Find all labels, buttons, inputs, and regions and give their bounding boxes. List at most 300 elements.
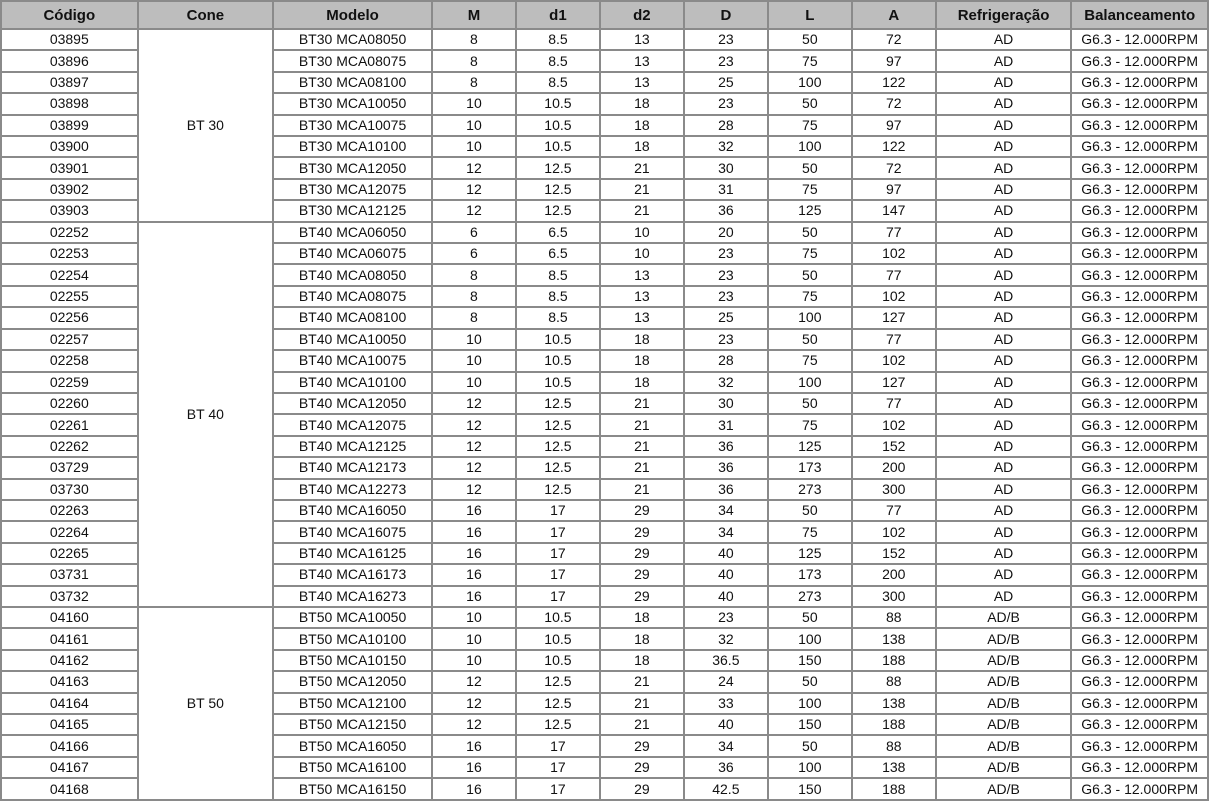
cell-l: 100 (768, 628, 852, 649)
cell-d1: 12.5 (516, 200, 600, 221)
cell-m: 12 (432, 157, 516, 178)
cell-modelo: BT30 MCA08050 (273, 29, 432, 50)
table-row (1, 607, 1208, 628)
cell-d2: 13 (600, 72, 684, 93)
cell-balanceamento: G6.3 - 12.000RPM (1071, 136, 1208, 157)
cell-m: 10 (432, 136, 516, 157)
cell-m: 8 (432, 264, 516, 285)
cell-d: 36 (684, 200, 768, 221)
cell-d: 36 (684, 457, 768, 478)
cell-d1: 8.5 (516, 72, 600, 93)
cell-modelo: BT40 MCA16173 (273, 564, 432, 585)
cell-codigo: 02253 (1, 243, 138, 264)
cell-m: 8 (432, 307, 516, 328)
cell-d: 33 (684, 693, 768, 714)
cell-balanceamento: G6.3 - 12.000RPM (1071, 650, 1208, 671)
cell-l: 100 (768, 72, 852, 93)
cell-a: 88 (852, 607, 936, 628)
cell-refrigeracao: AD/B (936, 628, 1072, 649)
cell-refrigeracao: AD (936, 543, 1072, 564)
cell-balanceamento: G6.3 - 12.000RPM (1071, 50, 1208, 71)
cell-d: 23 (684, 286, 768, 307)
cell-a: 97 (852, 179, 936, 200)
cell-codigo: 04160 (1, 607, 138, 628)
cell-balanceamento: G6.3 - 12.000RPM (1071, 521, 1208, 542)
cell-balanceamento: G6.3 - 12.000RPM (1071, 115, 1208, 136)
cell-modelo: BT40 MCA08050 (273, 264, 432, 285)
cell-m: 12 (432, 457, 516, 478)
cell-d2: 13 (600, 264, 684, 285)
cell-a: 127 (852, 372, 936, 393)
cell-a: 77 (852, 222, 936, 243)
cell-d1: 17 (516, 586, 600, 607)
cell-d2: 21 (600, 457, 684, 478)
cell-d: 23 (684, 607, 768, 628)
cell-d2: 21 (600, 714, 684, 735)
cell-codigo: 03896 (1, 50, 138, 71)
cell-refrigeracao: AD (936, 72, 1072, 93)
cell-d: 30 (684, 393, 768, 414)
cell-a: 122 (852, 72, 936, 93)
cell-balanceamento: G6.3 - 12.000RPM (1071, 200, 1208, 221)
cell-modelo: BT40 MCA16050 (273, 500, 432, 521)
cell-d: 42.5 (684, 778, 768, 800)
cell-a: 188 (852, 778, 936, 800)
cell-modelo: BT50 MCA10100 (273, 628, 432, 649)
cell-refrigeracao: AD/B (936, 757, 1072, 778)
cell-modelo: BT40 MCA12273 (273, 479, 432, 500)
cell-l: 75 (768, 350, 852, 371)
cell-l: 50 (768, 393, 852, 414)
cell-refrigeracao: AD (936, 414, 1072, 435)
cell-balanceamento: G6.3 - 12.000RPM (1071, 543, 1208, 564)
cell-d1: 17 (516, 543, 600, 564)
cell-d1: 17 (516, 778, 600, 800)
cell-d1: 10.5 (516, 329, 600, 350)
cell-codigo: 04167 (1, 757, 138, 778)
cell-modelo: BT40 MCA10075 (273, 350, 432, 371)
cell-m: 10 (432, 93, 516, 114)
cell-l: 75 (768, 521, 852, 542)
header-a: A (852, 1, 936, 29)
cell-codigo: 02258 (1, 350, 138, 371)
cell-balanceamento: G6.3 - 12.000RPM (1071, 179, 1208, 200)
cell-d1: 8.5 (516, 50, 600, 71)
cell-d2: 18 (600, 329, 684, 350)
cell-d2: 21 (600, 693, 684, 714)
cell-d2: 21 (600, 179, 684, 200)
cell-d1: 10.5 (516, 650, 600, 671)
cell-d2: 21 (600, 671, 684, 692)
cell-codigo: 03729 (1, 457, 138, 478)
cell-l: 50 (768, 500, 852, 521)
cell-d2: 18 (600, 372, 684, 393)
cell-m: 12 (432, 393, 516, 414)
cell-refrigeracao: AD (936, 393, 1072, 414)
cell-l: 50 (768, 329, 852, 350)
cell-a: 77 (852, 329, 936, 350)
cell-d1: 10.5 (516, 607, 600, 628)
cell-refrigeracao: AD/B (936, 650, 1072, 671)
cell-refrigeracao: AD/B (936, 693, 1072, 714)
cell-codigo: 03903 (1, 200, 138, 221)
cell-m: 12 (432, 200, 516, 221)
table-row (1, 29, 1208, 50)
cell-l: 100 (768, 136, 852, 157)
cell-refrigeracao: AD (936, 200, 1072, 221)
cell-m: 16 (432, 586, 516, 607)
cell-d1: 12.5 (516, 179, 600, 200)
cell-modelo: BT50 MCA16150 (273, 778, 432, 800)
cell-balanceamento: G6.3 - 12.000RPM (1071, 778, 1208, 800)
cell-codigo: 03900 (1, 136, 138, 157)
cell-d: 23 (684, 93, 768, 114)
cell-d2: 18 (600, 136, 684, 157)
cell-codigo: 02262 (1, 436, 138, 457)
cell-d: 32 (684, 372, 768, 393)
cell-modelo: BT40 MCA16075 (273, 521, 432, 542)
cell-l: 75 (768, 286, 852, 307)
table-row (1, 222, 1208, 243)
cell-balanceamento: G6.3 - 12.000RPM (1071, 264, 1208, 285)
cell-a: 188 (852, 714, 936, 735)
cell-balanceamento: G6.3 - 12.000RPM (1071, 393, 1208, 414)
cell-a: 88 (852, 671, 936, 692)
cell-modelo: BT30 MCA08100 (273, 72, 432, 93)
cell-d2: 29 (600, 757, 684, 778)
cell-modelo: BT40 MCA12075 (273, 414, 432, 435)
cell-refrigeracao: AD/B (936, 714, 1072, 735)
cell-codigo: 03899 (1, 115, 138, 136)
cell-refrigeracao: AD/B (936, 671, 1072, 692)
cell-modelo: BT40 MCA08100 (273, 307, 432, 328)
cell-l: 100 (768, 693, 852, 714)
cell-a: 152 (852, 436, 936, 457)
cell-modelo: BT40 MCA10050 (273, 329, 432, 350)
cell-codigo: 04165 (1, 714, 138, 735)
cell-cone: BT 40 (138, 222, 274, 607)
header-d: D (684, 1, 768, 29)
cell-a: 102 (852, 521, 936, 542)
cell-refrigeracao: AD (936, 586, 1072, 607)
cell-codigo: 04168 (1, 778, 138, 800)
cell-l: 50 (768, 607, 852, 628)
cell-balanceamento: G6.3 - 12.000RPM (1071, 607, 1208, 628)
cell-d2: 18 (600, 607, 684, 628)
cell-balanceamento: G6.3 - 12.000RPM (1071, 735, 1208, 756)
cell-refrigeracao: AD (936, 179, 1072, 200)
cell-balanceamento: G6.3 - 12.000RPM (1071, 436, 1208, 457)
cell-a: 122 (852, 136, 936, 157)
cell-l: 50 (768, 264, 852, 285)
cell-a: 72 (852, 93, 936, 114)
cell-d: 34 (684, 500, 768, 521)
cell-balanceamento: G6.3 - 12.000RPM (1071, 93, 1208, 114)
cell-d2: 13 (600, 29, 684, 50)
cell-d: 30 (684, 157, 768, 178)
header-d1: d1 (516, 1, 600, 29)
cell-d: 23 (684, 50, 768, 71)
cell-a: 97 (852, 50, 936, 71)
cell-codigo: 02260 (1, 393, 138, 414)
cell-codigo: 02265 (1, 543, 138, 564)
cell-a: 147 (852, 200, 936, 221)
cell-l: 150 (768, 650, 852, 671)
cell-d2: 29 (600, 543, 684, 564)
cell-d2: 10 (600, 243, 684, 264)
cell-cone: BT 50 (138, 607, 274, 800)
cell-refrigeracao: AD (936, 436, 1072, 457)
cell-balanceamento: G6.3 - 12.000RPM (1071, 29, 1208, 50)
cell-d2: 29 (600, 735, 684, 756)
cell-refrigeracao: AD (936, 136, 1072, 157)
cell-balanceamento: G6.3 - 12.000RPM (1071, 329, 1208, 350)
cell-d: 20 (684, 222, 768, 243)
cell-a: 200 (852, 564, 936, 585)
cell-d: 36 (684, 479, 768, 500)
cell-d: 23 (684, 243, 768, 264)
cell-a: 138 (852, 693, 936, 714)
cell-codigo: 03732 (1, 586, 138, 607)
table-body (1, 29, 1208, 800)
cell-codigo: 03898 (1, 93, 138, 114)
cell-m: 16 (432, 543, 516, 564)
cell-m: 12 (432, 414, 516, 435)
cell-l: 75 (768, 243, 852, 264)
cell-d: 40 (684, 564, 768, 585)
cell-codigo: 04164 (1, 693, 138, 714)
cell-modelo: BT40 MCA16125 (273, 543, 432, 564)
cell-a: 102 (852, 286, 936, 307)
cell-refrigeracao: AD (936, 500, 1072, 521)
cell-modelo: BT30 MCA10075 (273, 115, 432, 136)
cell-balanceamento: G6.3 - 12.000RPM (1071, 414, 1208, 435)
cell-a: 200 (852, 457, 936, 478)
header-d2: d2 (600, 1, 684, 29)
cell-refrigeracao: AD (936, 29, 1072, 50)
cell-d2: 29 (600, 500, 684, 521)
cell-balanceamento: G6.3 - 12.000RPM (1071, 479, 1208, 500)
cell-m: 6 (432, 222, 516, 243)
cell-a: 102 (852, 243, 936, 264)
cell-modelo: BT40 MCA16273 (273, 586, 432, 607)
cell-refrigeracao: AD (936, 157, 1072, 178)
cell-balanceamento: G6.3 - 12.000RPM (1071, 350, 1208, 371)
cell-d2: 21 (600, 200, 684, 221)
cell-m: 10 (432, 329, 516, 350)
cell-modelo: BT50 MCA16050 (273, 735, 432, 756)
cell-modelo: BT30 MCA12075 (273, 179, 432, 200)
cell-d1: 10.5 (516, 93, 600, 114)
cell-d2: 29 (600, 521, 684, 542)
cell-d: 36 (684, 436, 768, 457)
cell-d1: 12.5 (516, 393, 600, 414)
cell-d1: 12.5 (516, 671, 600, 692)
cell-d2: 18 (600, 628, 684, 649)
cell-a: 97 (852, 115, 936, 136)
cell-a: 102 (852, 414, 936, 435)
cell-d: 28 (684, 115, 768, 136)
cell-d1: 10.5 (516, 372, 600, 393)
header-modelo: Modelo (273, 1, 432, 29)
cell-refrigeracao: AD (936, 264, 1072, 285)
cell-balanceamento: G6.3 - 12.000RPM (1071, 243, 1208, 264)
cell-d2: 21 (600, 436, 684, 457)
cell-codigo: 02252 (1, 222, 138, 243)
cell-codigo: 02259 (1, 372, 138, 393)
cell-codigo: 03902 (1, 179, 138, 200)
cell-codigo: 03895 (1, 29, 138, 50)
cell-codigo: 03730 (1, 479, 138, 500)
cell-d2: 29 (600, 778, 684, 800)
cell-a: 72 (852, 157, 936, 178)
cell-m: 8 (432, 72, 516, 93)
cell-m: 10 (432, 115, 516, 136)
cell-d: 31 (684, 179, 768, 200)
cell-d1: 10.5 (516, 628, 600, 649)
cell-balanceamento: G6.3 - 12.000RPM (1071, 586, 1208, 607)
cell-codigo: 02257 (1, 329, 138, 350)
cell-d1: 12.5 (516, 479, 600, 500)
cell-d1: 17 (516, 757, 600, 778)
cell-modelo: BT30 MCA10100 (273, 136, 432, 157)
cell-d1: 8.5 (516, 29, 600, 50)
cell-balanceamento: G6.3 - 12.000RPM (1071, 457, 1208, 478)
cell-d: 24 (684, 671, 768, 692)
cell-d: 32 (684, 628, 768, 649)
cell-d2: 10 (600, 222, 684, 243)
cell-l: 50 (768, 671, 852, 692)
cell-codigo: 03897 (1, 72, 138, 93)
cell-l: 50 (768, 157, 852, 178)
cell-a: 300 (852, 586, 936, 607)
cell-d2: 13 (600, 50, 684, 71)
cell-l: 75 (768, 179, 852, 200)
cell-codigo: 04166 (1, 735, 138, 756)
cell-refrigeracao: AD (936, 457, 1072, 478)
cell-m: 12 (432, 436, 516, 457)
cell-balanceamento: G6.3 - 12.000RPM (1071, 500, 1208, 521)
cell-a: 138 (852, 628, 936, 649)
cell-refrigeracao: AD (936, 93, 1072, 114)
cell-d: 25 (684, 307, 768, 328)
cell-d2: 21 (600, 157, 684, 178)
cell-d2: 13 (600, 286, 684, 307)
cell-d: 23 (684, 329, 768, 350)
cell-cone: BT 30 (138, 29, 274, 222)
cell-a: 88 (852, 735, 936, 756)
cell-d2: 21 (600, 479, 684, 500)
cell-d: 32 (684, 136, 768, 157)
cell-a: 300 (852, 479, 936, 500)
cell-a: 77 (852, 264, 936, 285)
cell-m: 10 (432, 372, 516, 393)
cell-d2: 29 (600, 586, 684, 607)
cell-d1: 6.5 (516, 222, 600, 243)
cell-modelo: BT50 MCA12100 (273, 693, 432, 714)
cell-modelo: BT40 MCA12173 (273, 457, 432, 478)
cell-m: 12 (432, 714, 516, 735)
cell-modelo: BT40 MCA06050 (273, 222, 432, 243)
cell-d1: 17 (516, 735, 600, 756)
cell-d1: 12.5 (516, 414, 600, 435)
cell-d2: 21 (600, 393, 684, 414)
cell-l: 273 (768, 479, 852, 500)
cell-l: 150 (768, 714, 852, 735)
cell-balanceamento: G6.3 - 12.000RPM (1071, 157, 1208, 178)
cell-codigo: 02254 (1, 264, 138, 285)
cell-codigo: 02261 (1, 414, 138, 435)
cell-d1: 10.5 (516, 115, 600, 136)
cell-d: 40 (684, 543, 768, 564)
cell-m: 8 (432, 286, 516, 307)
cell-m: 10 (432, 607, 516, 628)
header-balanceamento: Balanceamento (1071, 1, 1208, 29)
cell-m: 16 (432, 521, 516, 542)
header-refrigeracao: Refrigeração (936, 1, 1072, 29)
header-cone: Cone (138, 1, 274, 29)
cell-d2: 18 (600, 93, 684, 114)
cell-codigo: 03731 (1, 564, 138, 585)
cell-codigo: 02263 (1, 500, 138, 521)
cell-l: 173 (768, 457, 852, 478)
cell-a: 72 (852, 29, 936, 50)
cell-m: 16 (432, 500, 516, 521)
cell-modelo: BT40 MCA12050 (273, 393, 432, 414)
cell-l: 100 (768, 372, 852, 393)
cell-balanceamento: G6.3 - 12.000RPM (1071, 757, 1208, 778)
cell-balanceamento: G6.3 - 12.000RPM (1071, 307, 1208, 328)
cell-refrigeracao: AD (936, 286, 1072, 307)
cell-d: 23 (684, 29, 768, 50)
cell-refrigeracao: AD/B (936, 735, 1072, 756)
cell-refrigeracao: AD (936, 115, 1072, 136)
cell-refrigeracao: AD (936, 329, 1072, 350)
cell-l: 100 (768, 757, 852, 778)
cell-codigo: 04162 (1, 650, 138, 671)
cell-refrigeracao: AD (936, 479, 1072, 500)
cell-modelo: BT50 MCA10050 (273, 607, 432, 628)
cell-modelo: BT50 MCA12050 (273, 671, 432, 692)
cell-d1: 12.5 (516, 436, 600, 457)
cell-d: 40 (684, 714, 768, 735)
cell-l: 75 (768, 50, 852, 71)
cell-d1: 12.5 (516, 693, 600, 714)
cell-codigo: 02256 (1, 307, 138, 328)
cell-d1: 8.5 (516, 286, 600, 307)
cell-d: 36.5 (684, 650, 768, 671)
cell-d: 36 (684, 757, 768, 778)
cell-l: 50 (768, 29, 852, 50)
cell-l: 125 (768, 543, 852, 564)
cell-d: 28 (684, 350, 768, 371)
cell-d1: 8.5 (516, 307, 600, 328)
cell-refrigeracao: AD (936, 243, 1072, 264)
cell-d2: 18 (600, 115, 684, 136)
cell-d1: 12.5 (516, 714, 600, 735)
cell-l: 173 (768, 564, 852, 585)
cell-d1: 6.5 (516, 243, 600, 264)
cell-l: 125 (768, 200, 852, 221)
cell-balanceamento: G6.3 - 12.000RPM (1071, 222, 1208, 243)
cell-modelo: BT40 MCA08075 (273, 286, 432, 307)
header-row (1, 1, 1208, 29)
cell-m: 16 (432, 564, 516, 585)
cell-refrigeracao: AD (936, 50, 1072, 71)
cell-refrigeracao: AD (936, 372, 1072, 393)
cell-balanceamento: G6.3 - 12.000RPM (1071, 628, 1208, 649)
cell-d1: 10.5 (516, 136, 600, 157)
